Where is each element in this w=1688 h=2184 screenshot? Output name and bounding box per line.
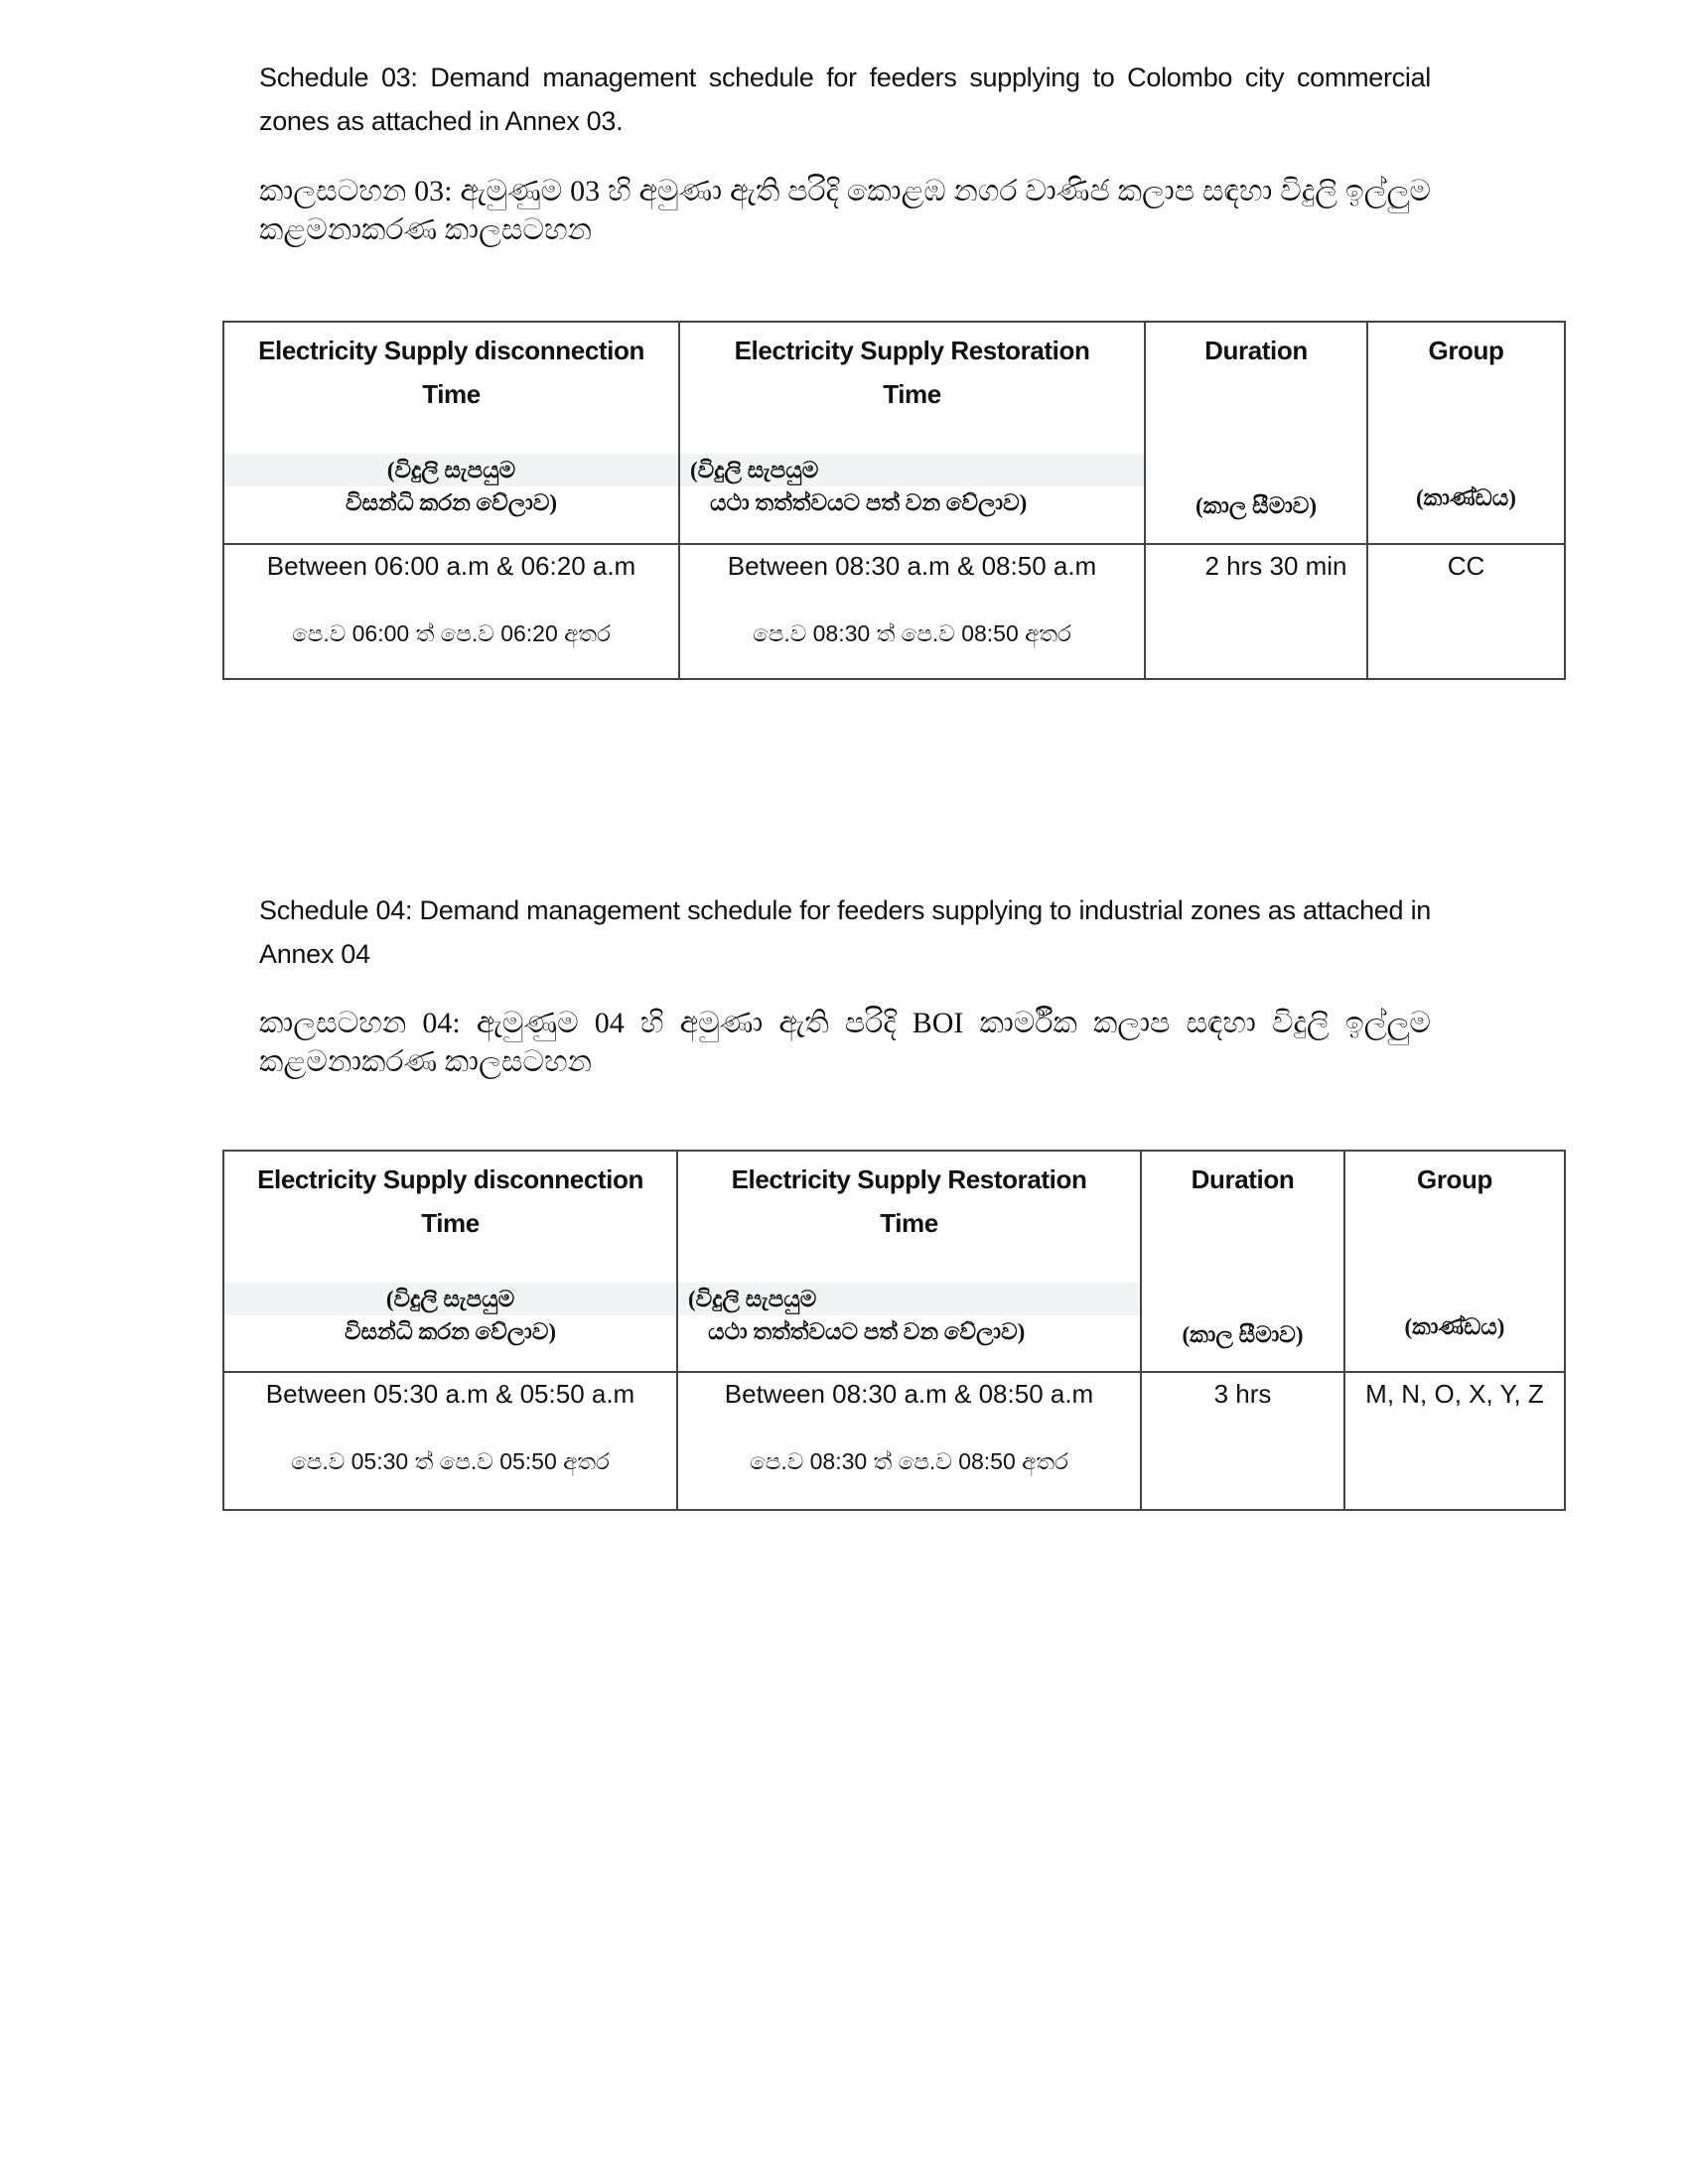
disconnection-time-si: පෙ.ව 05:30 ත් පෙ.ව 05:50 අතර <box>291 1448 610 1474</box>
schedule-03-table <box>222 321 1566 680</box>
header-si-line1: (කාණ්ඩය) <box>1416 485 1516 510</box>
header-si-line1: (කාල සීමාව) <box>1195 493 1318 518</box>
schedule-04-table <box>222 1150 1566 1511</box>
header-si-line1: (විදුලි සැපයුම <box>680 454 1144 486</box>
cell-duration <box>1141 1372 1344 1510</box>
cell-restoration <box>677 1372 1141 1510</box>
header-si-line2: විසන්ධි කරන වේලාව) <box>345 490 558 515</box>
header-disconnection-time <box>223 322 679 544</box>
header-group <box>1344 1151 1565 1372</box>
schedule-04-description-sinhala: කාලසටහන 04: ඇමුණුම 04 හි අමුණා ඇති පරිදි BOI කාර්මීක කලාප සඳහා විදුලි ඉල්ලුම කළමනාකරණ කාලසටහන <box>259 1007 1431 1078</box>
header-en-line1: Duration <box>1204 336 1308 365</box>
disconnection-time-en: Between 06:00 a.m & 06:20 a.m <box>266 551 636 581</box>
header-en-line1: Group <box>1428 336 1504 365</box>
restoration-time-si: පෙ.ව 08:30 ත් පෙ.ව 08:50 අතර <box>753 620 1071 646</box>
cell-disconnection <box>223 544 679 679</box>
cell-group <box>1367 544 1565 679</box>
header-si-line1: (විදුලි සැපයුම <box>678 1283 1140 1315</box>
disconnection-time-si: පෙ.ව 06:00 ත් පෙ.ව 06:20 අතර <box>292 620 611 646</box>
restoration-time-en: Between 08:30 a.m & 08:50 a.m <box>724 1379 1094 1409</box>
duration-value: 2 hrs 30 min <box>1204 551 1347 581</box>
restoration-time-si: පෙ.ව 08:30 ත් පෙ.ව 08:50 අතර <box>750 1448 1068 1474</box>
cell-disconnection <box>223 1372 677 1510</box>
header-en-line2: Time <box>880 1208 938 1238</box>
restoration-time-en: Between 08:30 a.m & 08:50 a.m <box>727 551 1097 581</box>
disconnection-time-en: Between 05:30 a.m & 05:50 a.m <box>265 1379 635 1409</box>
header-duration <box>1141 1151 1344 1372</box>
header-group <box>1367 322 1565 544</box>
header-disconnection-time <box>223 1151 677 1372</box>
header-duration <box>1145 322 1367 544</box>
group-value: CC <box>1447 551 1485 581</box>
cell-duration <box>1145 544 1367 679</box>
schedule-04-description: Schedule 04: Demand management schedule for feeders supplying to industrial zones as attached in Annex 04 <box>259 895 1431 969</box>
group-value: M, N, O, X, Y, Z <box>1365 1379 1544 1409</box>
header-si-line1: (විදුලි සැපයුම <box>224 454 678 486</box>
header-en-line2: Time <box>421 1208 480 1238</box>
schedule-03-description: Schedule 03: Demand management schedule for feeders supplying to Colombo city commercial zones as attached in Annex 03. <box>259 63 1431 136</box>
table-header-row <box>223 322 1565 544</box>
header-en-line1: Electricity Supply disconnection <box>258 336 644 365</box>
header-si-line2: විසන්ධි කරන වේලාව) <box>344 1319 557 1344</box>
header-restoration-time <box>679 322 1145 544</box>
header-restoration-time <box>677 1151 1141 1372</box>
header-en-line2: Time <box>883 379 941 409</box>
header-en-line1: Group <box>1417 1164 1492 1194</box>
header-en-line1: Duration <box>1191 1164 1295 1194</box>
table-header-row <box>223 1151 1565 1372</box>
table-row <box>223 1372 1565 1510</box>
table-row <box>223 544 1565 679</box>
header-en-line1: Electricity Supply disconnection <box>257 1164 643 1194</box>
schedule-03-description-sinhala: කාලසටහන 03: ඇමුණුම 03 හි අමුණා ඇති පරිදි කොළඹ නගර වාණිජ කලාප සඳහා විදුලි ඉල්ලුම කළමනාකරණ කාලසටහන <box>259 175 1431 246</box>
header-si-line1: (කාණ්ඩය) <box>1404 1314 1505 1339</box>
cell-group <box>1344 1372 1565 1510</box>
header-si-line1: (විදුලි සැපයුම <box>224 1283 676 1315</box>
header-si-line1: (කාල සීමාව) <box>1182 1322 1304 1347</box>
cell-restoration <box>679 544 1145 679</box>
header-en-line1: Electricity Supply Restoration <box>734 336 1090 365</box>
header-si-line2: යථා තත්ත්වයට පත් වන වේලාව) <box>710 490 1028 515</box>
header-en-line1: Electricity Supply Restoration <box>731 1164 1087 1194</box>
duration-value: 3 hrs <box>1213 1379 1272 1409</box>
header-en-line2: Time <box>422 379 481 409</box>
header-si-line2: යථා තත්ත්වයට පත් වන වේලාව) <box>708 1319 1026 1344</box>
